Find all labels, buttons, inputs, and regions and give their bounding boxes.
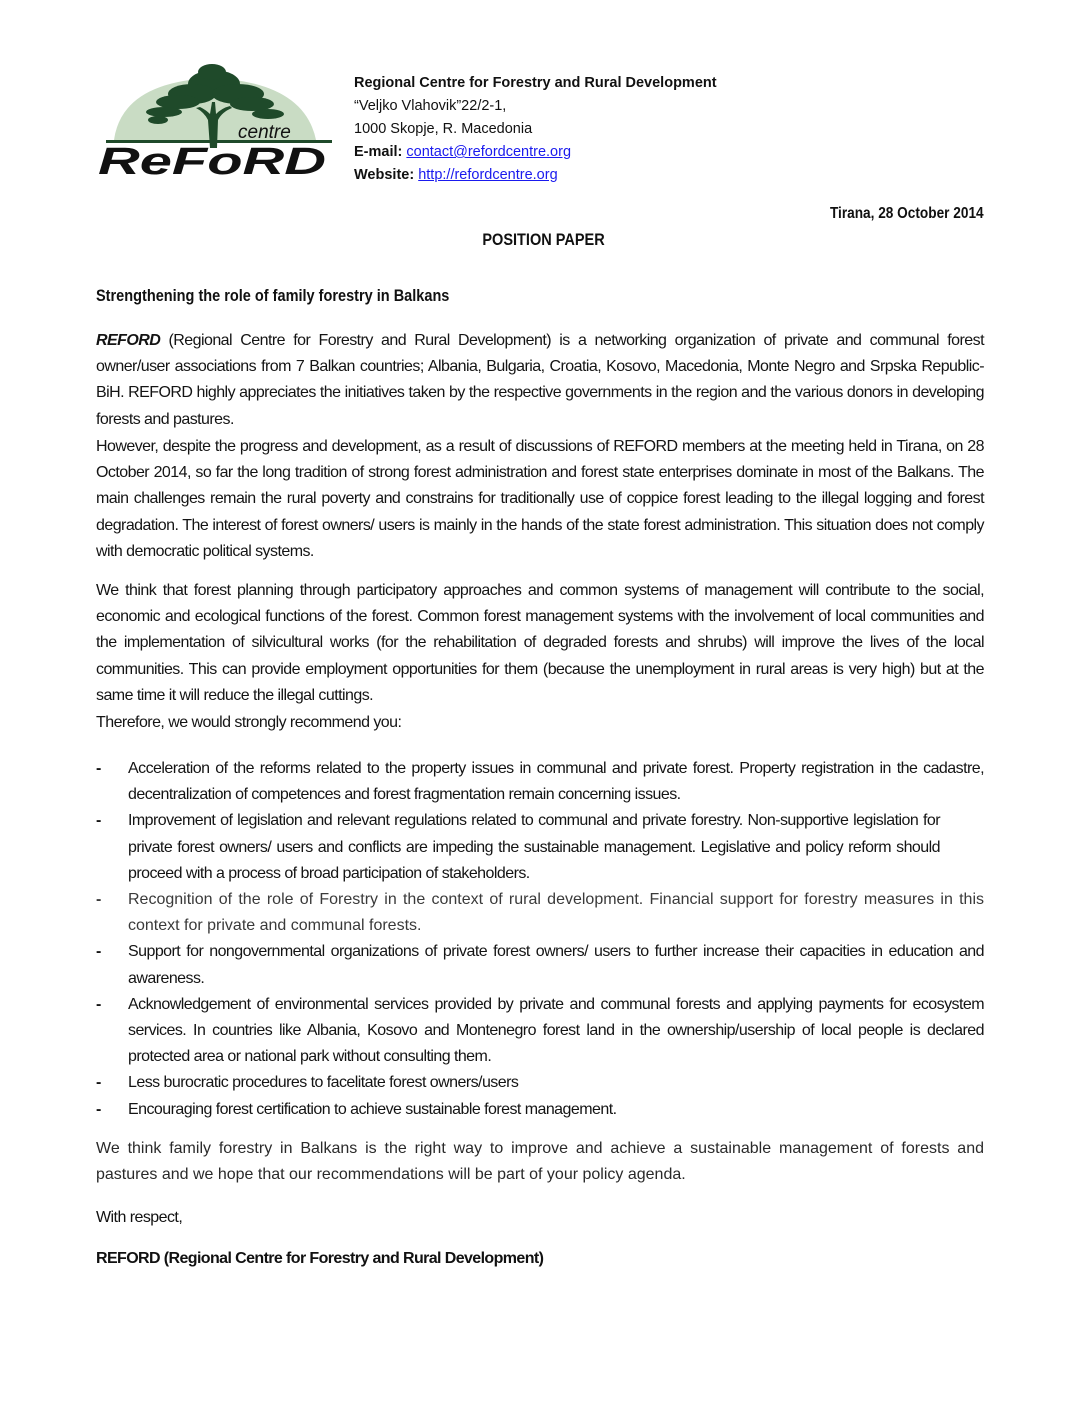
list-item: - Less burocratic procedures to facelitate forest owners/users <box>96 1070 984 1096</box>
reford-logo <box>92 62 332 178</box>
list-item: - Recognition of the role of Forestry in the context of rural development. Financial support for forestry measures in this context for private and communal forests. <box>96 887 984 939</box>
list-item: - Acknowledgement of environmental services provided by private and communal forests and applying payments for ecosystem services. In countries like Albania, Kosovo and Montenegro forest land in the ownership/usership of local people is declared protected area or national park without consulting them. <box>96 992 984 1071</box>
regards-line: With respect, <box>96 1209 183 1226</box>
svg-text:ReFoRD: ReFoRD <box>98 141 326 178</box>
address-line-1: “Veljko Vlahovik”22/2-1, <box>354 98 507 114</box>
bullet-dash: - <box>96 1100 101 1118</box>
website-label: Website: <box>354 167 415 183</box>
bullet-dash: - <box>96 1074 101 1092</box>
paragraph-context: However, despite the progress and development, as a result of discussions of REFORD members at the meeting held in Tirana, on 28 October 2014, so far the long tradition of strong forest administration and forest state enterprises dominate in most of the Balkans. The main challenges remain the rural poverty and constrains for traditionally use of coppice forest leading to the illegal logging and forest degradation. The interest of forest owners/ users is mainly in the hands of the state forest administration. This situation does not comply with democratic political systems. <box>96 438 984 560</box>
website-link[interactable]: http://refordcentre.org <box>418 167 558 183</box>
document-subtitle: Strengthening the role of family forestry in Balkans <box>96 287 450 305</box>
bullet-dash: - <box>96 995 101 1013</box>
recommend-intro: Therefore, we would strongly recommend you: <box>96 714 402 731</box>
address-line-2: 1000 Skopje, R. Macedonia <box>354 121 533 137</box>
signature: REFORD (Regional Centre for Forestry and Rural Development) <box>96 1250 544 1267</box>
paragraph-approach: We think that forest planning through participatory approaches and common systems of management will contribute to the social, economic and ecological functions of the forest. Common forest management systems with the involvement of local communities and the implementation of silvicultural works (for the rehabilitation of degraded forests and shrubs) will improve the lives of the local communities. This can provide employment opportunities for them (because the unemployment in rural areas is very high) but at the same time it will reduce the illegal cuttings. <box>96 582 984 704</box>
list-item: - Support for nongovernmental organizations of private forest owners/ users to further increase their capacities in education and awareness. <box>96 939 984 991</box>
closing-paragraph: We think family forestry in Balkans is the right way to improve and achieve a sustainable management of forests and pastures and we hope that our recommendations will be part of your policy agenda. <box>96 1140 984 1184</box>
document-title-text: POSITION PAPER <box>482 231 606 249</box>
email-label: E-mail: <box>354 144 403 160</box>
organization-name: Regional Centre for Forestry and Rural Development <box>354 75 717 91</box>
list-item: - Encouraging forest certification to achieve sustainable forest management. <box>96 1097 984 1123</box>
intro-text: (Regional Centre for Forestry and Rural Development) is a networking organization of private and communal forest owner/user associations from 7 Balkan countries; Albania, Bulgaria, Croatia, Kosovo, Macedonia, Monte Negro and Srpska Republic-BiH. REFORD highly appreciates the initiatives taken by the respective governments in the region and the various donors in developing forests and pastures. <box>96 332 984 428</box>
email-link[interactable]: contact@refordcentre.org <box>406 144 572 160</box>
intro-lead: REFORD <box>96 332 161 349</box>
contact-block <box>354 72 717 187</box>
document-title <box>0 231 1088 250</box>
tree-icon <box>92 62 332 178</box>
document-date: Tirana, 28 October 2014 <box>830 205 984 222</box>
bullet-dash: - <box>96 891 102 909</box>
list-item: - Improvement of legislation and relevant regulations related to communal and private forestry. Non-supportive legislation for private forest owners/ users and conflicts are impeding the sustainable management. Legislative and policy reform should proceed with a process of broad participation of stakeholders. <box>96 808 984 887</box>
bullet-dash: - <box>96 943 101 961</box>
bullet-dash: - <box>96 812 101 830</box>
intro-paragraph <box>96 328 984 433</box>
bullet-dash: - <box>96 760 101 777</box>
list-item: - Acceleration of the reforms related to the property issues in communal and private forest. Property registration in the cadastre, decentralization of competences and forest fragmentation remain concerning issues. <box>96 756 984 808</box>
recommendations-list <box>96 756 984 1123</box>
svg-text:centre: centre <box>238 122 291 143</box>
